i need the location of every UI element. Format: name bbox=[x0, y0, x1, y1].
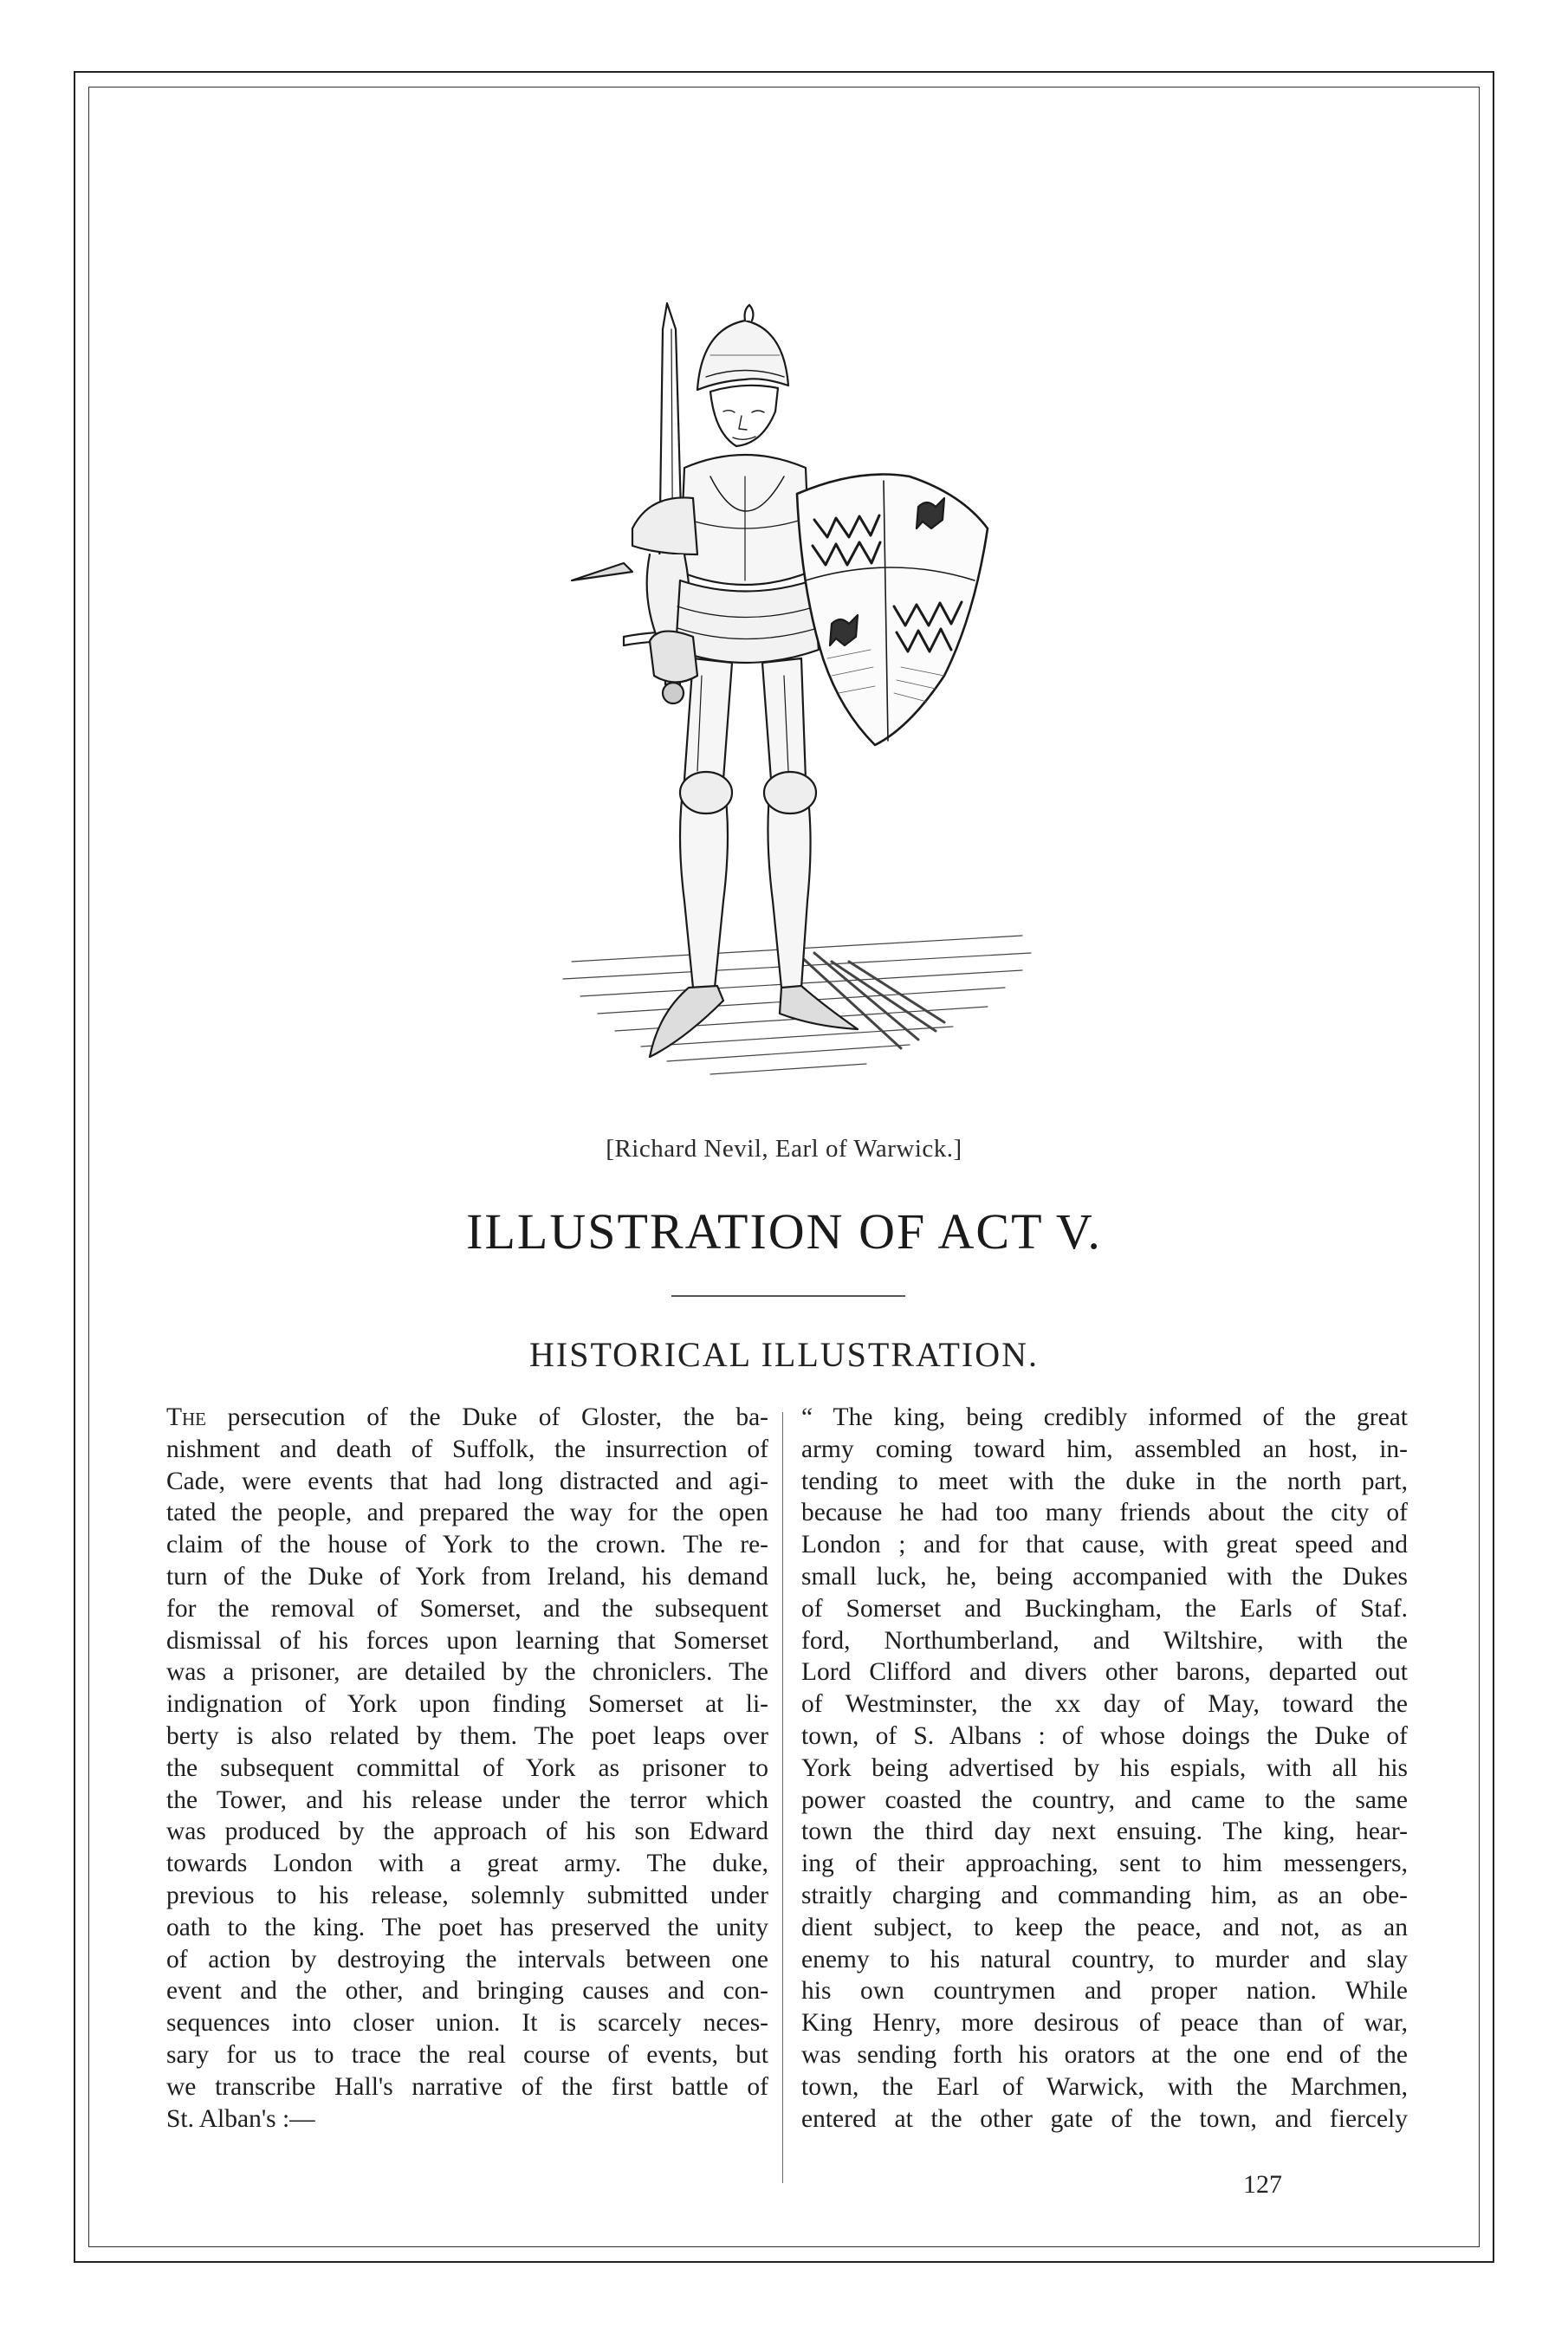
text-line: because he had too many friends about the city of bbox=[801, 1499, 1408, 1527]
text-line: town the third day next ensuing. The king, hear- bbox=[801, 1818, 1408, 1846]
text-line: was sending forth his orators at the one end of the bbox=[801, 2040, 1408, 2069]
fauld bbox=[676, 580, 819, 663]
text-line: indignation of York upon finding Somerset at li- bbox=[166, 1690, 768, 1719]
text-line: town, the Earl of Warwick, with the Marchmen, bbox=[801, 2072, 1408, 2101]
column-divider bbox=[782, 1412, 783, 2183]
text-line: straitly charging and commanding him, as an obe- bbox=[801, 1881, 1408, 1909]
sabaton-left bbox=[650, 986, 723, 1057]
text-line: London ; and for that cause, with great speed and bbox=[801, 1531, 1408, 1559]
text-line: we transcribe Hall's narrative of the first battle of bbox=[166, 2072, 768, 2101]
text-line: dismissal of his forces upon learning that Somerset bbox=[166, 1626, 768, 1655]
text-line: King Henry, more desirous of peace than of war, bbox=[801, 2009, 1408, 2038]
text-line: the Tower, and his release under the terror which bbox=[166, 1785, 768, 1814]
title-divider bbox=[671, 1295, 905, 1297]
text-line: York being advertised by his espials, with all his bbox=[801, 1753, 1408, 1782]
text-line: ford, Northumberland, and Wiltshire, with the bbox=[801, 1626, 1408, 1655]
text-line: Lord Clifford and divers other barons, departed out bbox=[801, 1658, 1408, 1687]
text-line: for the removal of Somerset, and the subsequent bbox=[166, 1594, 768, 1623]
face bbox=[710, 386, 778, 446]
text-line: was a prisoner, are detailed by the chroniclers. The bbox=[166, 1658, 768, 1687]
text-line: sary for us to trace the real course of events, but bbox=[166, 2040, 768, 2069]
text-line: small luck, he, being accompanied with the Dukes bbox=[801, 1562, 1408, 1591]
text-line: army coming toward him, assembled an host, in- bbox=[801, 1435, 1408, 1463]
gauntlet bbox=[650, 632, 697, 683]
text-line: turn of the Duke of York from Ireland, his demand bbox=[166, 1562, 768, 1591]
right-column-text bbox=[801, 1402, 1408, 2135]
left-column-text bbox=[166, 1402, 768, 2135]
page-number: 127 bbox=[1243, 2170, 1282, 2199]
text-line: dient subject, to keep the peace, and not, as an bbox=[801, 1913, 1408, 1941]
text-line: enemy to his natural country, to murder and slay bbox=[801, 1945, 1408, 1973]
sabaton-right bbox=[780, 986, 858, 1029]
text-line: The persecution of the Duke of Gloster, the ba- bbox=[166, 1403, 768, 1431]
text-line: oath to the king. The poet has preserved the unity bbox=[166, 1913, 768, 1941]
text-line: town, of S. Albans : of whose doings the Duke of bbox=[801, 1721, 1408, 1750]
leg-right bbox=[762, 658, 811, 988]
leg-left bbox=[680, 658, 732, 988]
text-line: was produced by the approach of his son Edward bbox=[166, 1818, 768, 1846]
pauldron bbox=[632, 497, 697, 554]
figure-caption: [Richard Nevil, Earl of Warwick.] bbox=[606, 1135, 962, 1163]
text-line: previous to his release, solemnly submitted under bbox=[166, 1881, 768, 1909]
text-line: of Westminster, the xx day of May, toward the bbox=[801, 1690, 1408, 1719]
text-line: event and the other, and bringing causes and con- bbox=[166, 1977, 768, 2006]
text-line: nishment and death of Suffolk, the insurrection of bbox=[166, 1435, 768, 1463]
drop-word: The bbox=[166, 1403, 207, 1431]
act-title: ILLUSTRATION OF ACT V. bbox=[466, 1203, 1102, 1260]
text-line: his own countrymen and proper nation. While bbox=[801, 1977, 1408, 2006]
text-line: towards London with a great army. The duke, bbox=[166, 1850, 768, 1878]
text-line: of Somerset and Buckingham, the Earls of Staf. bbox=[801, 1594, 1408, 1623]
section-title: HISTORICAL ILLUSTRATION. bbox=[529, 1335, 1039, 1374]
text-line: sequences into closer union. It is scarcely neces- bbox=[166, 2009, 768, 2038]
knight-engraving bbox=[537, 295, 1057, 1118]
text-line: power coasted the country, and came to the same bbox=[801, 1785, 1408, 1814]
text-line: the subsequent committal of York as prisoner to bbox=[166, 1753, 768, 1782]
text-line: tated the people, and prepared the way for the open bbox=[166, 1499, 768, 1527]
text-line: St. Alban's :— bbox=[166, 2104, 315, 2133]
text-line: tending to meet with the duke in the north part, bbox=[801, 1467, 1408, 1495]
text-line: ing of their approaching, sent to him messengers, bbox=[801, 1850, 1408, 1878]
text-line: Cade, were events that had long distracted and agi- bbox=[166, 1467, 768, 1495]
text-line: “ The king, being credibly informed of the great bbox=[801, 1403, 1408, 1431]
text-line: of action by destroying the intervals between one bbox=[166, 1945, 768, 1973]
text-line: entered at the other gate of the town, and fiercely bbox=[801, 2104, 1408, 2133]
text-line: berty is also related by them. The poet leaps over bbox=[166, 1721, 768, 1750]
text-line: claim of the house of York to the crown. The re- bbox=[166, 1531, 768, 1559]
